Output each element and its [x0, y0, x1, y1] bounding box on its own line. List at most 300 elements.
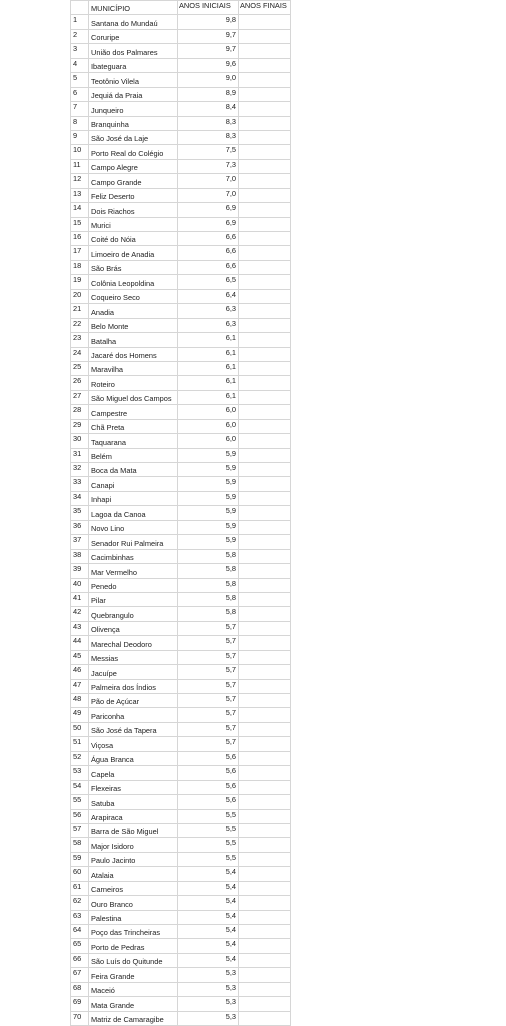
anos-finais-cell[interactable] [239, 751, 291, 765]
municipio-cell[interactable]: São José da Tapera [89, 722, 178, 736]
anos-finais-cell[interactable] [239, 939, 291, 953]
row-number-cell[interactable]: 28 [71, 405, 89, 419]
row-number-cell[interactable]: 67 [71, 968, 89, 982]
row-number-cell[interactable]: 4 [71, 58, 89, 72]
municipio-cell[interactable]: Olivença [89, 621, 178, 635]
anos-finais-cell[interactable] [239, 881, 291, 895]
anos-iniciais-cell[interactable]: 7,0 [178, 188, 239, 202]
anos-finais-cell[interactable] [239, 795, 291, 809]
table-row [71, 289, 291, 303]
anos-finais-cell[interactable] [239, 448, 291, 462]
anos-iniciais-cell[interactable]: 7,5 [178, 145, 239, 159]
municipio-cell[interactable]: Flexeiras [89, 780, 178, 794]
anos-finais-cell[interactable] [239, 159, 291, 173]
row-number-cell[interactable]: 21 [71, 304, 89, 318]
row-number-cell[interactable]: 8 [71, 116, 89, 130]
municipio-cell[interactable]: Maravilha [89, 361, 178, 375]
anos-iniciais-cell[interactable]: 5,7 [178, 737, 239, 751]
anos-finais-cell[interactable] [239, 463, 291, 477]
anos-finais-cell[interactable] [239, 982, 291, 996]
row-number-cell[interactable]: 57 [71, 823, 89, 837]
anos-iniciais-cell[interactable]: 5,3 [178, 997, 239, 1011]
anos-iniciais-cell[interactable]: 9,0 [178, 73, 239, 87]
anos-finais-cell[interactable] [239, 304, 291, 318]
anos-iniciais-cell[interactable]: 6,9 [178, 203, 239, 217]
row-number-cell[interactable]: 14 [71, 203, 89, 217]
anos-iniciais-cell[interactable]: 5,6 [178, 751, 239, 765]
row-number-cell[interactable]: 11 [71, 159, 89, 173]
anos-finais-cell[interactable] [239, 549, 291, 563]
municipio-cell[interactable]: Capela [89, 766, 178, 780]
anos-finais-cell[interactable] [239, 852, 291, 866]
anos-finais-cell[interactable] [239, 838, 291, 852]
anos-finais-cell[interactable] [239, 333, 291, 347]
municipio-cell[interactable]: Campo Alegre [89, 159, 178, 173]
municipio-cell[interactable]: Arapiraca [89, 809, 178, 823]
row-number-cell[interactable]: 52 [71, 751, 89, 765]
anos-finais-cell[interactable] [239, 232, 291, 246]
anos-iniciais-cell[interactable]: 5,7 [178, 694, 239, 708]
anos-iniciais-cell[interactable]: 5,6 [178, 780, 239, 794]
anos-iniciais-cell[interactable]: 5,4 [178, 896, 239, 910]
anos-iniciais-cell[interactable]: 5,3 [178, 982, 239, 996]
header-anos-iniciais[interactable]: ANOS INICIAIS [178, 1, 239, 15]
municipio-cell[interactable]: Feliz Deserto [89, 188, 178, 202]
row-number-cell[interactable]: 7 [71, 102, 89, 116]
anos-iniciais-cell[interactable]: 6,1 [178, 390, 239, 404]
row-number-cell[interactable]: 3 [71, 44, 89, 58]
anos-iniciais-cell[interactable]: 5,4 [178, 953, 239, 967]
municipio-cell[interactable]: Jacuípe [89, 665, 178, 679]
anos-finais-cell[interactable] [239, 347, 291, 361]
anos-iniciais-cell[interactable]: 5,7 [178, 621, 239, 635]
row-number-cell[interactable]: 6 [71, 87, 89, 101]
anos-iniciais-cell[interactable]: 5,5 [178, 852, 239, 866]
row-number-cell[interactable]: 2 [71, 29, 89, 43]
municipio-cell[interactable]: Pariconha [89, 708, 178, 722]
anos-iniciais-cell[interactable]: 5,4 [178, 910, 239, 924]
anos-finais-cell[interactable] [239, 361, 291, 375]
table-row [71, 333, 291, 347]
anos-iniciais-cell[interactable]: 5,4 [178, 939, 239, 953]
anos-iniciais-cell[interactable]: 5,3 [178, 1011, 239, 1025]
anos-iniciais-cell[interactable]: 5,6 [178, 795, 239, 809]
row-number-cell[interactable]: 54 [71, 780, 89, 794]
table-row [71, 275, 291, 289]
table-row [71, 434, 291, 448]
anos-iniciais-cell[interactable]: 6,0 [178, 434, 239, 448]
table-row [71, 477, 291, 491]
municipio-cell[interactable]: Água Branca [89, 751, 178, 765]
row-number-cell[interactable]: 43 [71, 621, 89, 635]
table-row [71, 73, 291, 87]
row-number-cell[interactable]: 18 [71, 260, 89, 274]
municipio-cell[interactable]: Mata Grande [89, 997, 178, 1011]
header-municipio[interactable]: MUNICÍPIO [89, 1, 178, 15]
anos-iniciais-cell[interactable]: 6,5 [178, 275, 239, 289]
anos-iniciais-cell[interactable]: 6,6 [178, 246, 239, 260]
anos-iniciais-cell[interactable]: 5,7 [178, 708, 239, 722]
anos-finais-cell[interactable] [239, 217, 291, 231]
table-row [71, 838, 291, 852]
row-number-cell[interactable]: 36 [71, 520, 89, 534]
anos-iniciais-cell[interactable]: 7,3 [178, 159, 239, 173]
row-number-cell[interactable]: 61 [71, 881, 89, 895]
row-number-cell[interactable]: 44 [71, 636, 89, 650]
municipio-cell[interactable]: Roteiro [89, 376, 178, 390]
municipio-cell[interactable]: Feira Grande [89, 968, 178, 982]
row-number-cell[interactable]: 53 [71, 766, 89, 780]
municipio-cell[interactable]: Pão de Açúcar [89, 694, 178, 708]
anos-iniciais-cell[interactable]: 6,0 [178, 405, 239, 419]
municipio-cell[interactable]: Branquinha [89, 116, 178, 130]
anos-iniciais-cell[interactable]: 5,9 [178, 463, 239, 477]
anos-iniciais-cell[interactable]: 5,5 [178, 823, 239, 837]
municipio-cell[interactable]: Coité do Nóia [89, 232, 178, 246]
anos-finais-cell[interactable] [239, 246, 291, 260]
municipio-cell[interactable]: Batalha [89, 333, 178, 347]
anos-iniciais-cell[interactable]: 5,9 [178, 506, 239, 520]
municipio-cell[interactable]: Campo Grande [89, 174, 178, 188]
anos-iniciais-cell[interactable]: 6,1 [178, 333, 239, 347]
row-number-cell[interactable]: 12 [71, 174, 89, 188]
anos-iniciais-cell[interactable]: 8,3 [178, 116, 239, 130]
municipio-cell[interactable]: Junqueiro [89, 102, 178, 116]
row-number-cell[interactable]: 69 [71, 997, 89, 1011]
table-row [71, 564, 291, 578]
anos-finais-cell[interactable] [239, 694, 291, 708]
anos-finais-cell[interactable] [239, 15, 291, 29]
row-number-cell[interactable]: 49 [71, 708, 89, 722]
row-number-cell[interactable]: 35 [71, 506, 89, 520]
municipio-cell[interactable]: Campestre [89, 405, 178, 419]
anos-finais-cell[interactable] [239, 766, 291, 780]
row-number-cell[interactable]: 38 [71, 549, 89, 563]
municipio-cell[interactable]: Palestina [89, 910, 178, 924]
anos-finais-cell[interactable] [239, 390, 291, 404]
anos-iniciais-cell[interactable]: 5,4 [178, 881, 239, 895]
municipio-cell[interactable]: Ibateguara [89, 58, 178, 72]
row-number-cell[interactable]: 59 [71, 852, 89, 866]
municipio-cell[interactable]: Maceió [89, 982, 178, 996]
anos-iniciais-cell[interactable]: 8,3 [178, 130, 239, 144]
table-row [71, 896, 291, 910]
anos-iniciais-cell[interactable]: 8,9 [178, 87, 239, 101]
anos-iniciais-cell[interactable]: 6,6 [178, 260, 239, 274]
anos-iniciais-cell[interactable]: 5,8 [178, 578, 239, 592]
anos-finais-cell[interactable] [239, 491, 291, 505]
row-number-cell[interactable]: 9 [71, 130, 89, 144]
anos-finais-cell[interactable] [239, 910, 291, 924]
row-number-cell[interactable]: 47 [71, 679, 89, 693]
municipio-cell[interactable]: Belo Monte [89, 318, 178, 332]
municipio-cell[interactable]: Satuba [89, 795, 178, 809]
anos-finais-cell[interactable] [239, 73, 291, 87]
anos-finais-cell[interactable] [239, 592, 291, 606]
municipio-cell[interactable]: Novo Lino [89, 520, 178, 534]
anos-finais-cell[interactable] [239, 116, 291, 130]
row-number-cell[interactable]: 70 [71, 1011, 89, 1025]
municipio-cell[interactable]: Ouro Branco [89, 896, 178, 910]
row-number-cell[interactable]: 22 [71, 318, 89, 332]
municipio-cell[interactable]: Limoeiro de Anadia [89, 246, 178, 260]
municipio-cell[interactable]: Mar Vermelho [89, 564, 178, 578]
anos-iniciais-cell[interactable]: 6,4 [178, 289, 239, 303]
anos-finais-cell[interactable] [239, 477, 291, 491]
municipio-cell[interactable]: Viçosa [89, 737, 178, 751]
municipio-cell[interactable]: Messias [89, 650, 178, 664]
anos-finais-cell[interactable] [239, 58, 291, 72]
anos-iniciais-cell[interactable]: 7,0 [178, 174, 239, 188]
anos-finais-cell[interactable] [239, 102, 291, 116]
table-row [71, 405, 291, 419]
anos-iniciais-cell[interactable]: 6,9 [178, 217, 239, 231]
anos-iniciais-cell[interactable]: 5,4 [178, 867, 239, 881]
anos-iniciais-cell[interactable]: 5,8 [178, 549, 239, 563]
anos-iniciais-cell[interactable]: 5,9 [178, 535, 239, 549]
anos-iniciais-cell[interactable]: 5,9 [178, 491, 239, 505]
table-row [71, 607, 291, 621]
municipio-cell[interactable]: Atalaia [89, 867, 178, 881]
anos-finais-cell[interactable] [239, 867, 291, 881]
row-number-cell[interactable]: 40 [71, 578, 89, 592]
table-row [71, 578, 291, 592]
row-number-cell[interactable]: 56 [71, 809, 89, 823]
row-number-cell[interactable]: 66 [71, 953, 89, 967]
row-number-cell[interactable]: 1 [71, 15, 89, 29]
anos-finais-cell[interactable] [239, 679, 291, 693]
row-number-cell[interactable]: 31 [71, 448, 89, 462]
anos-finais-cell[interactable] [239, 535, 291, 549]
anos-iniciais-cell[interactable]: 5,9 [178, 520, 239, 534]
municipio-cell[interactable]: Carneiros [89, 881, 178, 895]
anos-finais-cell[interactable] [239, 607, 291, 621]
anos-iniciais-cell[interactable]: 9,8 [178, 15, 239, 29]
anos-finais-cell[interactable] [239, 737, 291, 751]
anos-finais-cell[interactable] [239, 29, 291, 43]
municipio-cell[interactable]: Teotônio Vilela [89, 73, 178, 87]
header-index-cell[interactable] [71, 1, 89, 15]
anos-finais-cell[interactable] [239, 809, 291, 823]
municipio-cell[interactable]: Anadia [89, 304, 178, 318]
municipio-cell[interactable]: São Brás [89, 260, 178, 274]
anos-finais-cell[interactable] [239, 376, 291, 390]
municipio-cell[interactable]: São Miguel dos Campos [89, 390, 178, 404]
anos-finais-cell[interactable] [239, 621, 291, 635]
row-number-cell[interactable]: 50 [71, 722, 89, 736]
anos-finais-cell[interactable] [239, 289, 291, 303]
anos-iniciais-cell[interactable]: 9,7 [178, 44, 239, 58]
municipio-cell[interactable]: Poço das Trincheiras [89, 925, 178, 939]
anos-finais-cell[interactable] [239, 419, 291, 433]
municipio-cell[interactable]: Senador Rui Palmeira [89, 535, 178, 549]
anos-iniciais-cell[interactable]: 5,7 [178, 722, 239, 736]
row-number-cell[interactable]: 15 [71, 217, 89, 231]
municipio-cell[interactable]: Cacimbinhas [89, 549, 178, 563]
anos-finais-cell[interactable] [239, 953, 291, 967]
municipio-cell[interactable]: Lagoa da Canoa [89, 506, 178, 520]
municipio-cell[interactable]: São Luís do Quitunde [89, 953, 178, 967]
anos-iniciais-cell[interactable]: 6,1 [178, 347, 239, 361]
municipio-cell[interactable]: Boca da Mata [89, 463, 178, 477]
row-number-cell[interactable]: 58 [71, 838, 89, 852]
anos-iniciais-cell[interactable]: 5,6 [178, 766, 239, 780]
municipio-cell[interactable]: Pilar [89, 592, 178, 606]
row-number-cell[interactable]: 27 [71, 390, 89, 404]
anos-finais-cell[interactable] [239, 564, 291, 578]
row-number-cell[interactable]: 46 [71, 665, 89, 679]
municipio-cell[interactable]: Colônia Leopoldina [89, 275, 178, 289]
anos-iniciais-cell[interactable]: 5,5 [178, 809, 239, 823]
row-number-cell[interactable]: 5 [71, 73, 89, 87]
row-number-cell[interactable]: 32 [71, 463, 89, 477]
anos-finais-cell[interactable] [239, 405, 291, 419]
row-number-cell[interactable]: 68 [71, 982, 89, 996]
municipio-cell[interactable]: Coqueiro Seco [89, 289, 178, 303]
anos-iniciais-cell[interactable]: 5,9 [178, 448, 239, 462]
row-number-cell[interactable]: 13 [71, 188, 89, 202]
row-number-cell[interactable]: 20 [71, 289, 89, 303]
anos-finais-cell[interactable] [239, 578, 291, 592]
municipio-cell[interactable]: Matriz de Camaragibe [89, 1011, 178, 1025]
anos-iniciais-cell[interactable]: 5,7 [178, 679, 239, 693]
anos-finais-cell[interactable] [239, 318, 291, 332]
row-number-cell[interactable]: 30 [71, 434, 89, 448]
municipio-cell[interactable]: Chã Preta [89, 419, 178, 433]
row-number-cell[interactable]: 23 [71, 333, 89, 347]
anos-finais-cell[interactable] [239, 997, 291, 1011]
anos-iniciais-cell[interactable]: 6,6 [178, 232, 239, 246]
anos-finais-cell[interactable] [239, 203, 291, 217]
municipio-cell[interactable]: Jacaré dos Homens [89, 347, 178, 361]
anos-finais-cell[interactable] [239, 636, 291, 650]
row-number-cell[interactable]: 34 [71, 491, 89, 505]
anos-iniciais-cell[interactable]: 6,3 [178, 318, 239, 332]
anos-finais-cell[interactable] [239, 44, 291, 58]
row-number-cell[interactable]: 51 [71, 737, 89, 751]
anos-finais-cell[interactable] [239, 130, 291, 144]
row-number-cell[interactable]: 55 [71, 795, 89, 809]
row-number-cell[interactable]: 24 [71, 347, 89, 361]
anos-finais-cell[interactable] [239, 145, 291, 159]
anos-finais-cell[interactable] [239, 506, 291, 520]
anos-iniciais-cell[interactable]: 5,5 [178, 838, 239, 852]
row-number-cell[interactable]: 65 [71, 939, 89, 953]
municipio-cell[interactable]: Taquarana [89, 434, 178, 448]
municipio-cell[interactable]: Inhapi [89, 491, 178, 505]
table-row [71, 159, 291, 173]
row-number-cell[interactable]: 60 [71, 867, 89, 881]
row-number-cell[interactable]: 42 [71, 607, 89, 621]
anos-iniciais-cell[interactable]: 5,7 [178, 665, 239, 679]
municipio-cell[interactable]: São José da Laje [89, 130, 178, 144]
row-number-cell[interactable]: 16 [71, 232, 89, 246]
anos-iniciais-cell[interactable]: 6,0 [178, 419, 239, 433]
row-number-cell[interactable]: 48 [71, 694, 89, 708]
anos-iniciais-cell[interactable]: 5,8 [178, 592, 239, 606]
anos-finais-cell[interactable] [239, 434, 291, 448]
anos-finais-cell[interactable] [239, 520, 291, 534]
anos-iniciais-cell[interactable]: 9,7 [178, 29, 239, 43]
anos-finais-cell[interactable] [239, 260, 291, 274]
header-anos-finais[interactable]: ANOS FINAIS [239, 1, 291, 15]
anos-finais-cell[interactable] [239, 896, 291, 910]
municipio-cell[interactable]: Major Isidoro [89, 838, 178, 852]
anos-iniciais-cell[interactable]: 5,7 [178, 650, 239, 664]
anos-iniciais-cell[interactable]: 5,3 [178, 968, 239, 982]
anos-iniciais-cell[interactable]: 8,4 [178, 102, 239, 116]
municipio-cell[interactable]: Marechal Deodoro [89, 636, 178, 650]
municipio-cell[interactable]: Coruripe [89, 29, 178, 43]
municipio-cell[interactable]: Penedo [89, 578, 178, 592]
row-number-cell[interactable]: 19 [71, 275, 89, 289]
anos-finais-cell[interactable] [239, 665, 291, 679]
row-number-cell[interactable]: 39 [71, 564, 89, 578]
row-number-cell[interactable]: 62 [71, 896, 89, 910]
anos-finais-cell[interactable] [239, 968, 291, 982]
municipio-cell[interactable]: Dois Riachos [89, 203, 178, 217]
municipio-cell[interactable]: Paulo Jacinto [89, 852, 178, 866]
anos-finais-cell[interactable] [239, 188, 291, 202]
municipio-cell[interactable]: Santana do Mundaú [89, 15, 178, 29]
anos-iniciais-cell[interactable]: 5,8 [178, 564, 239, 578]
anos-finais-cell[interactable] [239, 780, 291, 794]
municipio-cell[interactable]: Porto de Pedras [89, 939, 178, 953]
row-number-cell[interactable]: 45 [71, 650, 89, 664]
table-row [71, 463, 291, 477]
row-number-cell[interactable]: 17 [71, 246, 89, 260]
anos-finais-cell[interactable] [239, 708, 291, 722]
row-number-cell[interactable]: 37 [71, 535, 89, 549]
anos-finais-cell[interactable] [239, 823, 291, 837]
anos-iniciais-cell[interactable]: 6,1 [178, 376, 239, 390]
table-row [71, 968, 291, 982]
municipio-cell[interactable]: Porto Real do Colégio [89, 145, 178, 159]
anos-finais-cell[interactable] [239, 174, 291, 188]
row-number-cell[interactable]: 29 [71, 419, 89, 433]
municipio-cell[interactable]: Palmeira dos Índios [89, 679, 178, 693]
row-number-cell[interactable]: 33 [71, 477, 89, 491]
anos-finais-cell[interactable] [239, 1011, 291, 1025]
anos-iniciais-cell[interactable]: 5,9 [178, 477, 239, 491]
anos-iniciais-cell[interactable]: 6,3 [178, 304, 239, 318]
anos-finais-cell[interactable] [239, 275, 291, 289]
anos-finais-cell[interactable] [239, 722, 291, 736]
municipio-cell[interactable]: Quebrangulo [89, 607, 178, 621]
row-number-cell[interactable]: 41 [71, 592, 89, 606]
row-number-cell[interactable]: 10 [71, 145, 89, 159]
row-number-cell[interactable]: 25 [71, 361, 89, 375]
municipio-cell[interactable]: Belém [89, 448, 178, 462]
anos-iniciais-cell[interactable]: 5,4 [178, 925, 239, 939]
table-row [71, 246, 291, 260]
municipio-cell[interactable]: União dos Palmares [89, 44, 178, 58]
row-number-cell[interactable]: 64 [71, 925, 89, 939]
municipio-cell[interactable]: Barra de São Miguel [89, 823, 178, 837]
anos-iniciais-cell[interactable]: 5,8 [178, 607, 239, 621]
anos-iniciais-cell[interactable]: 6,1 [178, 361, 239, 375]
row-number-cell[interactable]: 63 [71, 910, 89, 924]
municipio-cell[interactable]: Canapi [89, 477, 178, 491]
row-number-cell[interactable]: 26 [71, 376, 89, 390]
anos-finais-cell[interactable] [239, 650, 291, 664]
anos-finais-cell[interactable] [239, 87, 291, 101]
municipio-cell[interactable]: Jequiá da Praia [89, 87, 178, 101]
anos-iniciais-cell[interactable]: 9,6 [178, 58, 239, 72]
anos-iniciais-cell[interactable]: 5,7 [178, 636, 239, 650]
anos-finais-cell[interactable] [239, 925, 291, 939]
municipio-cell[interactable]: Murici [89, 217, 178, 231]
